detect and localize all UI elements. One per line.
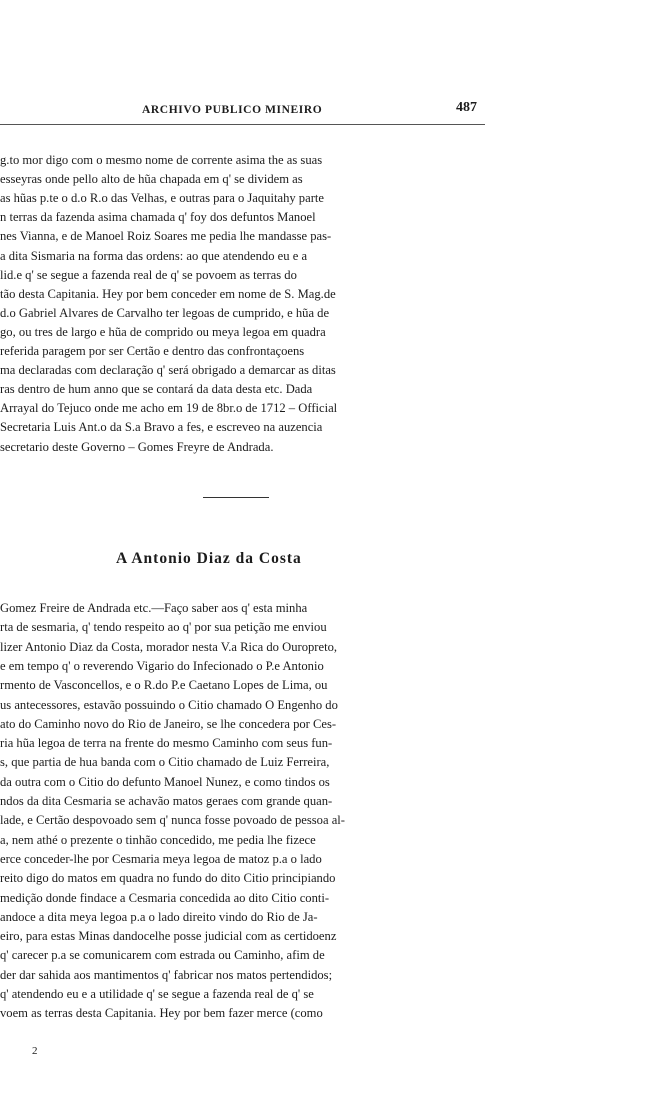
text-line: ma declaradas com declaração q' será obrigado a demarcar as ditas xyxy=(0,363,336,378)
text-line: lid.e q' se segue a fazenda real de q' se povoem as terras do xyxy=(0,267,297,282)
text-line: nes Vianna, e de Manoel Roiz Soares me pedia lhe mandasse pas- xyxy=(0,229,332,244)
text-line: referida paragem por ser Certão e dentro das confrontaçoens xyxy=(0,344,305,358)
text-line: Gomez Freire de Andrada etc.—Faço saber aos q' esta minha xyxy=(0,601,308,615)
text-line: da outra com o Citio do defunto Manoel Nunez, e como tindos os xyxy=(0,774,330,789)
text-line: rmento de Vasconcellos, e o R.do P.e Caetano Lopes de Lima, ou xyxy=(0,678,328,693)
page-number: 487 xyxy=(456,100,477,115)
text-line: Arrayal do Tejuco onde me acho em 19 de 8br.o de 1712 – Official xyxy=(0,401,338,416)
text-line: esseyras onde pello alto de hũa chapada em q' se dividem as xyxy=(0,172,303,187)
text-line: ras dentro de hum anno que se contará da data desta etc. Dada xyxy=(0,382,313,397)
text-line: q' carecer p.a se comunicarem com estrada ou Caminho, afim de xyxy=(0,948,325,963)
section-title: A Antonio Diaz da Costa xyxy=(116,550,302,567)
text-line: ria hũa legoa de terra na frente do mesmo Caminho com seus fun- xyxy=(0,736,333,751)
text-line: a dita Sismaria na forma das ordens: ao que atendendo eu e a xyxy=(0,248,308,263)
text-line: us antecessores, estavão possuindo o Citio chamado O Engenho do xyxy=(0,697,338,712)
text-line: lizer Antonio Diaz da Costa, morador nesta V.a Rica do Ouropreto, xyxy=(0,639,338,654)
text-line: g.to mor digo com o mesmo nome de corrente asima the as suas xyxy=(0,153,323,167)
section-divider xyxy=(203,497,269,498)
text-line: q' atendendo eu e a utilidade q' se segue a fazenda real de q' se xyxy=(0,987,314,1001)
text-line: ato do Caminho novo do Rio de Janeiro, se lhe concedera por Ces- xyxy=(0,716,337,731)
journal-title: ARCHIVO PUBLICO MINEIRO xyxy=(142,104,323,116)
running-header xyxy=(0,100,485,125)
text-line: go, ou tres de largo e hũa de comprido ou meya legoa em quadra xyxy=(0,324,326,339)
text-line: n terras da fazenda asima chamada q' foy dos defuntos Manoel xyxy=(0,210,316,225)
signature-mark: 2 xyxy=(32,1045,38,1057)
text-line: erce conceder-lhe por Cesmaria meya legoa de matoz p.a o lado xyxy=(0,851,322,866)
text-line: tão desta Capitania. Hey por bem conceder em nome de S. Mag.de xyxy=(0,286,336,301)
text-line: voem as terras desta Capitania. Hey por bem fazer merce (como xyxy=(0,1006,323,1021)
text-line: e em tempo q' o reverendo Vigario do Infecionado o P.e Antonio xyxy=(0,658,324,673)
text-line: andoce a dita meya legoa p.a o lado direito vindo do Rio de Ja- xyxy=(0,909,318,924)
text-line: lade, e Certão despovoado sem q' nunca fosse povoado de pessoa al- xyxy=(0,813,345,828)
text-line: reito digo do matos em quadra no fundo do dito Citio principiando xyxy=(0,871,336,886)
text-line: rta de sesmaria, q' tendo respeito ao q' por sua petição me enviou xyxy=(0,620,327,635)
text-line: d.o Gabriel Alvares de Carvalho ter legoas de cumprido, e hũa de xyxy=(0,305,330,320)
text-line: medição donde findace a Cesmaria concedida ao dito Citio conti- xyxy=(0,890,330,905)
text-line: ndos da dita Cesmaria se achavão matos geraes com grande quan- xyxy=(0,794,333,808)
text-line: Secretaria Luis Ant.o da S.a Bravo a fes, e escreveo na auzencia xyxy=(0,420,323,435)
text-line: as hũas p.te o d.o R.o das Velhas, e outras para o Jaquitahy parte xyxy=(0,191,324,206)
text-line: s, que partia de hua banda com o Citio chamado de Luiz Ferreira, xyxy=(0,755,330,770)
text-line: der dar sahida aos mantimentos q' fabricar nos matos pertendidos; xyxy=(0,967,333,982)
text-line: a, nem athé o prezente o tinhão concedido, me pedia lhe fizece xyxy=(0,832,316,847)
text-line: secretario deste Governo – Gomes Freyre de Andrada. xyxy=(0,439,274,454)
text-line: eiro, para estas Minas dandocelhe posse judicial com as certidoenz xyxy=(0,929,337,944)
